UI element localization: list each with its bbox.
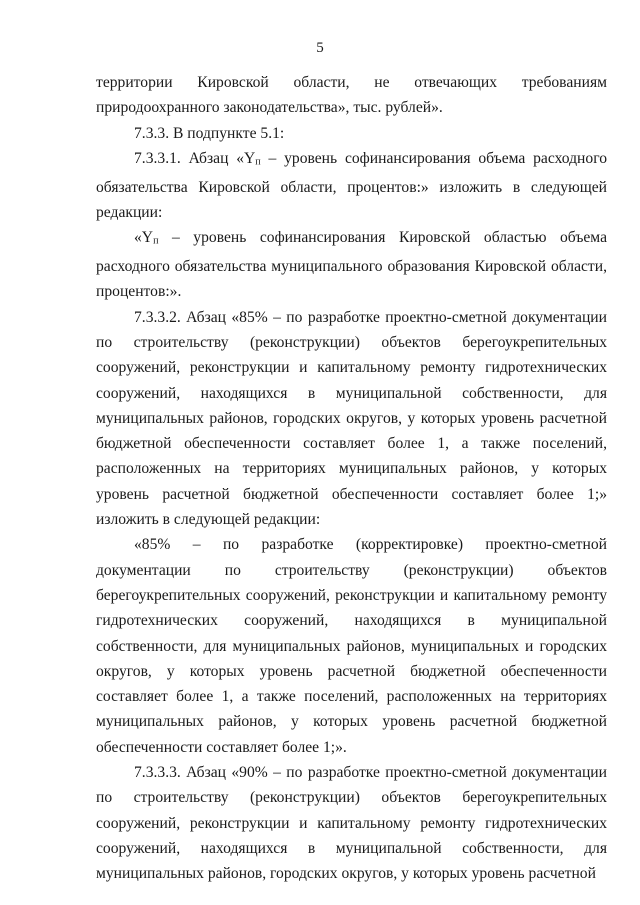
paragraph-7-3-3-1 xyxy=(96,146,607,225)
paragraph-text: 7.3.3.1. Абзац «Y xyxy=(134,149,256,167)
document-body xyxy=(96,70,607,887)
paragraph-quote-yp xyxy=(96,225,607,304)
subscript: п xyxy=(255,156,261,168)
paragraph-7-3-3-3: 7.3.3.3. Абзац «90% – по разработке проектно-сметной документации по строительству (реконструкции) объектов берегоукрепительных сооружений, реконструкции и капитальному ремонту гидротехнических сооружений, находящихся в муниципальной собственности, для муниципальных районов, городских округов, у которых уровень расчетной xyxy=(96,764,607,883)
page-number: 5 xyxy=(316,40,324,56)
paragraph-text: – уровень софинансирования Кировской областью объема расходного обязательства муниципального образования Кировской области, процентов:». xyxy=(96,229,607,301)
paragraph-text: – уровень софинансирования объема расходного обязательства Кировской области, процентов:» изложить в следующей редакции: xyxy=(96,149,607,221)
subscript: п xyxy=(153,235,159,247)
paragraph-7-3-3: 7.3.3. В подпункте 5.1: xyxy=(134,124,285,142)
paragraph-continuation: территории Кировской области, не отвечающих требованиям природоохранного законодательства», тыс. рублей». xyxy=(96,74,607,117)
paragraph-quote-85: «85% – по разработке (корректировке) проектно-сметной документации по строительству (реконструкции) объектов берегоукрепительных сооружений, реконструкции и капитальному ремонту гидротехнических сооружений, находящихся в муниципальной собственности, для муниципальных районов, муниципальных и городских округов, у которых уровень расчетной бюджетной обеспеченности составляет более 1, а также поселений, расположенных на территориях муниципальных районов, у которых уровень расчетной бюджетной обеспеченности составляет более 1;». xyxy=(96,536,607,756)
paragraph-7-3-3-2: 7.3.3.2. Абзац «85% – по разработке проектно-сметной документации по строительству (реконструкции) объектов берегоукрепительных сооружений, реконструкции и капитальному ремонту гидротехнических сооружений, находящихся в муниципальной собственности, для муниципальных районов, городских округов, у которых уровень расчетной бюджетной обеспеченности составляет более 1, а также поселений, расположенных на территориях муниципальных районов, у которых уровень расчетной бюджетной обеспеченности составляет более 1;» изложить в следующей редакции: xyxy=(96,308,607,529)
paragraph-text: «Y xyxy=(134,229,154,247)
